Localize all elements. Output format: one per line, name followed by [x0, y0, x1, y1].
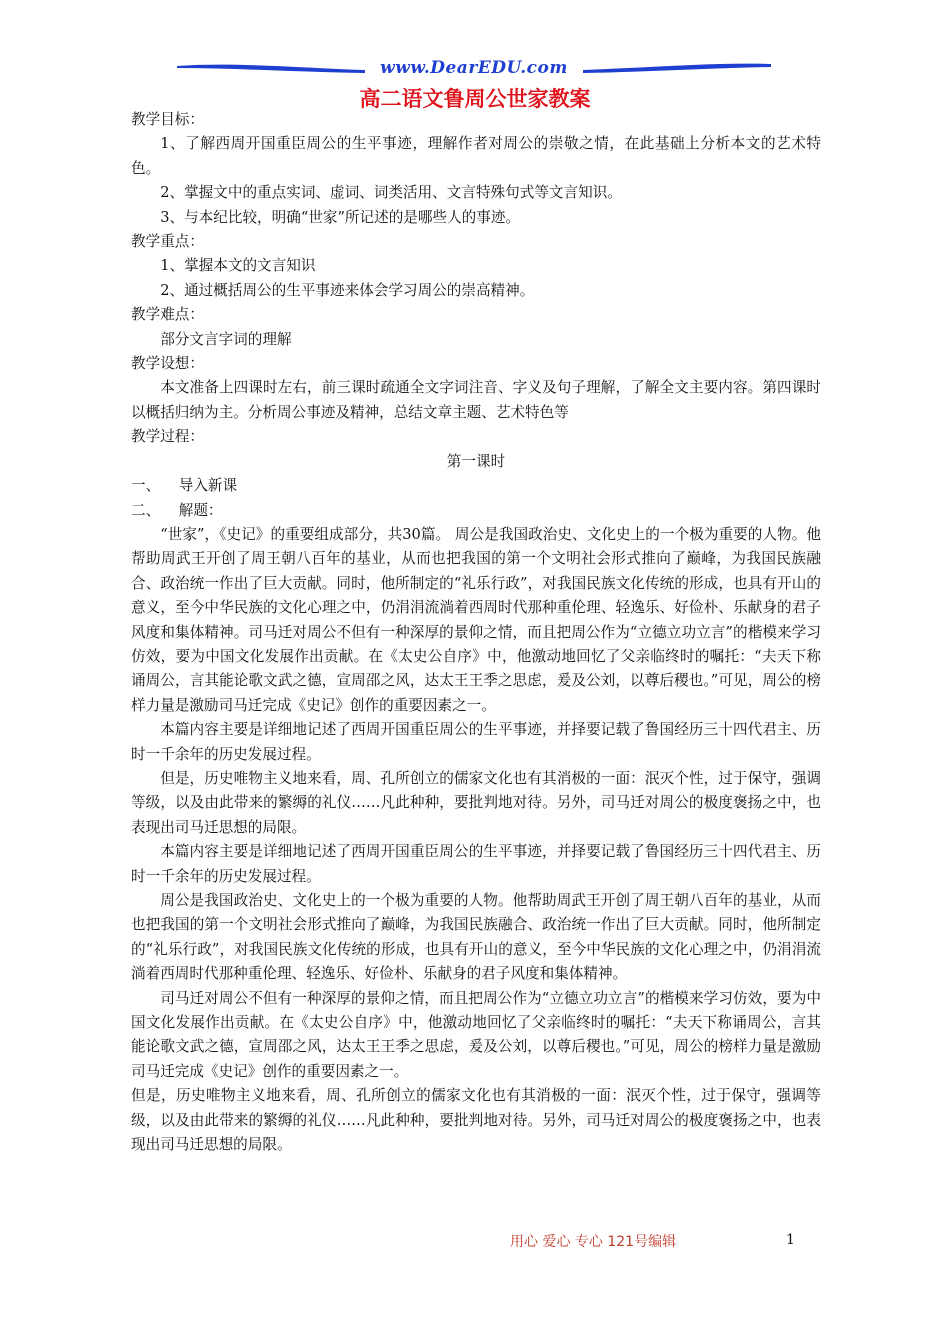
heading-process: 教学过程：: [131, 428, 204, 446]
paragraph-6: 司马迁对周公不但有一种深厚的景仰之情，而且把周公作为“立德立功立言”的楷模来学习仿效，要为中国文化发展作出贡献。在《太史公自序》中，他激动地回忆了父亲临终时的嘱托：“夫天下称诵周公，言其能论歌文武之德，宣周邵之风，达太王王季之思虑，爰及公刘，以尊后稷也。”可见，周公的榜样力量是激励司马迁完成《史记》创作的重要因素之一。: [131, 989, 821, 1080]
key-point-2: 2、通过概括周公的生平事迹来体会学习周公的崇高精神。: [160, 281, 535, 299]
document-body: [131, 108, 821, 1157]
lesson-heading: 第一课时: [446, 452, 506, 470]
site-url: www.DearEDU.com: [380, 58, 568, 78]
footer-text: 用心 爱心 专心 121号编辑: [510, 1234, 677, 1250]
plan-paragraph: 本文准备上四课时左右，前三课时疏通全文字词注音、字义及句子理解，了解全文主要内容。第四课时以概括归纳为主。分析周公事迹及精神，总结文章主题、艺术特色等: [131, 379, 821, 421]
objective-3: 3、与本纪比较，明确“世家”所记述的是哪些人的事迹。: [160, 208, 521, 226]
objective-2: 2、掌握文中的重点实词、虚词、词类活用、文言特殊句式等文言知识。: [160, 184, 622, 202]
site-banner: [175, 56, 773, 82]
objective-1: 1、了解西周开国重臣周公的生平事迹，理解作者对周公的崇敬之情，在此基础上分析本文的艺术特色。: [131, 135, 821, 177]
paragraph-2: 本篇内容主要是详细地记述了西周开国重臣周公的生平事迹，并择要记载了鲁国经历三十四代君主、历时一千余年的历史发展过程。: [131, 721, 821, 763]
page-number: 1: [786, 1232, 795, 1248]
section-2: 二、 解题：: [131, 501, 223, 519]
paragraph-3: 但是，历史唯物主义地来看，周、孔所创立的儒家文化也有其消极的一面：泯灭个性，过于保守，强调等级，以及由此带来的繁缛的礼仪……凡此种种，要批判地对待。另外，司马迁对周公的极度褒扬之中，也表现出司马迁思想的局限。: [131, 769, 821, 836]
key-point-1: 1、掌握本文的文言知识: [160, 257, 316, 275]
paragraph-1: “世家”，《史记》的重要组成部分，共30篇。 周公是我国政治史、文化史上的一个极为重要的人物。他帮助周武王开创了周王朝八百年的基业，从而也把我国的第一个文明社会形式推向了巅峰，为我国民族融合、政治统一作出了巨大贡献。同时，他所制定的“礼乐行政”，对我国民族文化传统的形成，也具有开山的意义，至今中华民族的文化心理之中，仍涓涓流淌着西周时代那种重伦理、轻逸乐、好俭朴、乐献身的君子风度和集体精神。司马迁对周公不但有一种深厚的景仰之情，而且把周公作为“立德立功立言”的楷模来学习仿效，要为中国文化发展作出贡献。在《太史公自序》中，他激动地回忆了父亲临终时的嘱托：“夫天下称诵周公，言其能论歌文武之德，宣周邵之风，达太王王季之思虑，爰及公刘，以尊后稷也。”可见，周公的榜样力量是激励司马迁完成《史记》创作的重要因素之一。: [131, 525, 821, 714]
heading-difficulties: 教学难点：: [131, 306, 204, 324]
paragraph-5: 周公是我国政治史、文化史上的一个极为重要的人物。他帮助周武王开创了周王朝八百年的基业，从而也把我国的第一个文明社会形式推向了巅峰，为我国民族融合、政治统一作出了巨大贡献。同时，他所制定的“礼乐行政”，对我国民族文化传统的形成，也具有开山的意义，至今中华民族的文化心理之中，仍涓涓流淌着西周时代那种重伦理、轻逸乐、好俭朴、乐献身的君子风度和集体精神。: [131, 892, 821, 983]
paragraph-4: 本篇内容主要是详细地记述了西周开国重臣周公的生平事迹，并择要记载了鲁国经历三十四代君主、历时一千余年的历史发展过程。: [131, 843, 821, 885]
section-1: 一、 导入新课: [131, 477, 238, 495]
heading-objectives: 教学目标：: [131, 111, 204, 128]
document-title: 高二语文鲁周公世家教案: [359, 87, 591, 111]
heading-plan: 教学设想：: [131, 355, 204, 373]
difficulty-1: 部分文言字词的理解: [160, 330, 292, 348]
paragraph-7: 但是，历史唯物主义地来看，周、孔所创立的儒家文化也有其消极的一面：泯灭个性，过于保守，强调等级，以及由此带来的繁缛的礼仪……凡此种种，要批判地对待。另外，司马迁对周公的极度褒扬之中，也表现出司马迁思想的局限。: [131, 1087, 821, 1154]
heading-key-points: 教学重点：: [131, 233, 204, 251]
